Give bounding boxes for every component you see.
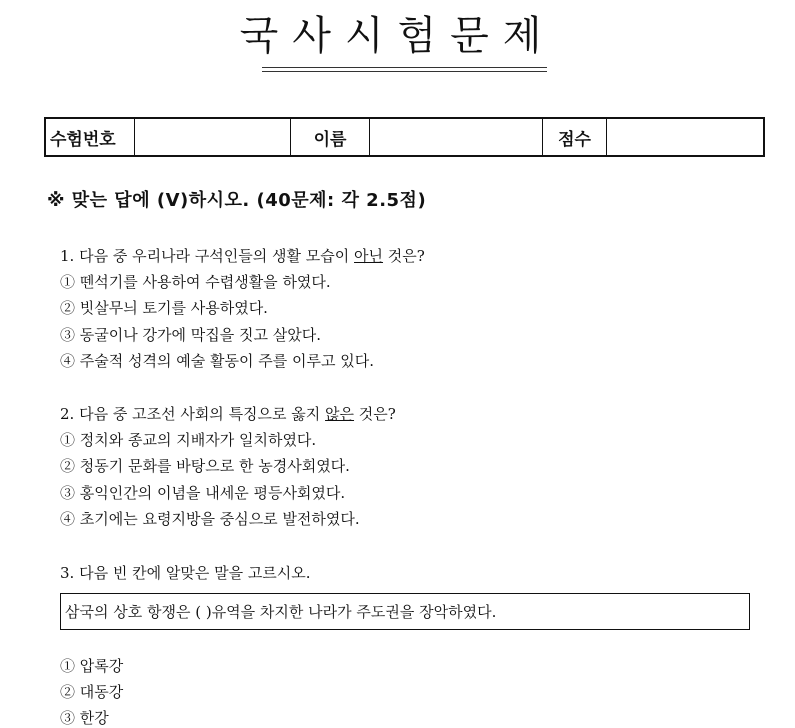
- question-1-emphasis: 아닌: [354, 247, 384, 265]
- score-field[interactable]: [607, 119, 763, 155]
- question-1-stem: 1. 다음 중 우리나라 구석인들의 생활 모습이 아닌 것은?: [60, 247, 425, 265]
- question-2-emphasis: 않은: [325, 405, 355, 423]
- exam-number-label: 수험번호: [46, 119, 135, 155]
- page-title: 국사시험문제: [239, 13, 556, 59]
- question-1-option-1[interactable]: ① 뗀석기를 사용하여 수렵생활을 하였다.: [60, 273, 331, 291]
- question-2-option-1[interactable]: ① 정치와 종교의 지배자가 일치하였다.: [60, 431, 317, 449]
- name-label: 이름: [291, 119, 370, 155]
- question-1-option-2[interactable]: ② 빗살무늬 토기를 사용하였다.: [60, 299, 268, 317]
- question-1-option-4[interactable]: ④ 주술적 성격의 예술 활동이 주를 이루고 있다.: [60, 352, 374, 370]
- student-info-table: [44, 117, 765, 157]
- question-2-option-3[interactable]: ③ 홍익인간의 이념을 내세운 평등사회였다.: [60, 484, 346, 502]
- score-label: 점수: [543, 119, 607, 155]
- question-2-stem: 2. 다음 중 고조선 사회의 특징으로 옳지 않은 것은?: [60, 405, 396, 423]
- title-underline-top: [262, 67, 547, 68]
- question-3-option-1[interactable]: ① 압록강: [60, 657, 124, 675]
- question-1-option-3[interactable]: ③ 동굴이나 강가에 막집을 짓고 살았다.: [60, 326, 321, 344]
- question-2-option-4[interactable]: ④ 초기에는 요령지방을 중심으로 발전하였다.: [60, 510, 360, 528]
- question-3-option-2[interactable]: ② 대동강: [60, 683, 124, 701]
- question-3-passage-box: 삼국의 상호 항쟁은 ( )유역을 차지한 나라가 주도권을 장악하였다.: [60, 593, 750, 630]
- instruction-text: ※ 맞는 답에 (V)하시오. (40문제: 각 2.5점): [47, 190, 427, 211]
- name-field[interactable]: [370, 119, 543, 155]
- title-underline-bottom: [262, 71, 547, 72]
- question-2-option-2[interactable]: ② 청동기 문화를 바탕으로 한 농경사회였다.: [60, 457, 350, 475]
- question-3-option-3[interactable]: ③ 한강: [60, 709, 109, 727]
- exam-number-field[interactable]: [135, 119, 291, 155]
- question-3-stem: 3. 다음 빈 칸에 알맞은 말을 고르시오.: [60, 564, 311, 582]
